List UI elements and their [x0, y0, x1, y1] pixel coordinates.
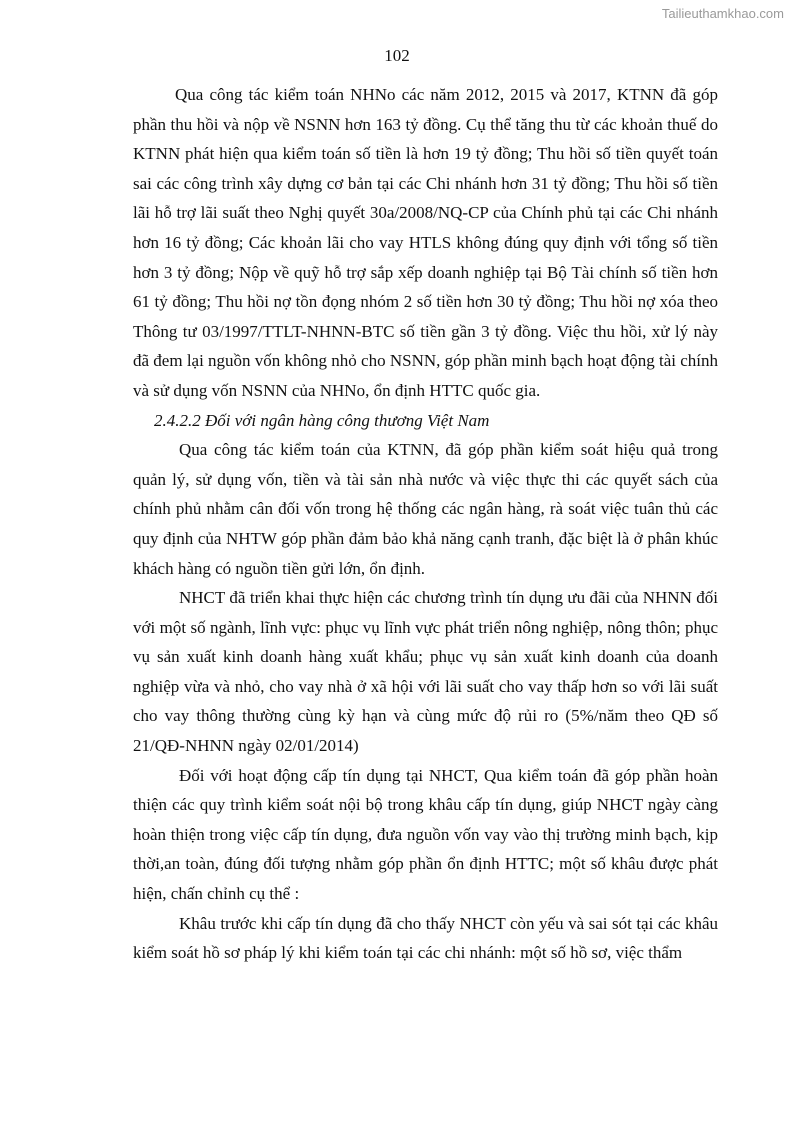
- section-heading: [133, 406, 718, 436]
- page-number: 102: [384, 46, 410, 65]
- paragraph: Khâu trước khi cấp tín dụng đã cho thấy NHCT còn yếu và sai sót tại các khâu kiểm soát hồ sơ pháp lý khi kiểm toán tại các chi nhánh: một số hồ sơ, việc thẩm: [133, 913, 718, 963]
- paragraph: Đối với hoạt động cấp tín dụng tại NHCT, Qua kiểm toán đã góp phần hoàn thiện các quy trình kiểm soát nội bộ trong khâu cấp tín dụng, giúp NHCT ngày càng hoàn thiện trong việc cấp tín dụng, đưa nguồn vốn vay vào thị trường minh bạch, kịp thời,an toàn, đúng đối tượng nhằm góp phần ổn định HTTC; một số khâu được phát hiện, chấn chỉnh cụ thể :: [133, 765, 718, 904]
- document-body: [133, 80, 718, 968]
- paragraph: Qua công tác kiểm toán NHNo các năm 2012, 2015 và 2017, KTNN đã góp phần thu hồi và nộp về NSNN hơn 163 tỷ đồng. Cụ thể tăng thu từ các khoản thuế do KTNN phát hiện qua kiểm toán số tiền là hơn 19 tỷ đồng; Thu hồi số tiền quyết toán sai các công trình xây dựng cơ bản tại các Chi nhánh hơn 31 tỷ đồng; Thu hồi số tiền lãi hỗ trợ lãi suất theo Nghị quyết 30a/2008/NQ-CP của Chính phủ tại các Chi nhánh hơn 16 tỷ đồng; Các khoản lãi cho vay HTLS không đúng quy định với tổng số tiền hơn 3 tỷ đồng; Nộp về quỹ hỗ trợ sắp xếp doanh nghiệp tại Bộ Tài chính số tiền hơn 61 tỷ đồng; Thu hồi nợ tồn đọng nhóm 2 số tiền hơn 30 tỷ đồng; Thu hồi nợ xóa theo Thông tư 03/1997/TTLT-NHNN-BTC số tiền gần 3 tỷ đồng. Việc thu hồi, xử lý này đã đem lại nguồn vốn không nhỏ cho NSNN, góp phần minh bạch hoạt động tài chính và sử dụng vốn NSNN của NHNo, ổn định HTTC quốc gia.: [133, 85, 718, 400]
- paragraph: NHCT đã triển khai thực hiện các chương trình tín dụng ưu đãi của NHNN đối với một số ngành, lĩnh vực: phục vụ lĩnh vực phát triển nông nghiệp, nông thôn; phục vụ sản xuất kinh doanh hàng xuất khẩu; phục vụ sản xuất kinh doanh của doanh nghiệp vừa và nhỏ, cho vay nhà ở xã hội với lãi suất cho vay thấp hơn so với lãi suất cho vay thông thường cùng kỳ hạn và cùng mức độ rủi ro (5%/năm theo QĐ số 21/QĐ-NHNN ngày 02/01/2014): [133, 588, 718, 756]
- watermark: Tailieuthamkhao.com: [661, 6, 784, 21]
- section-number: 2.4.2.2: [154, 410, 201, 430]
- section-title: Đối với ngân hàng công thương Việt Nam: [205, 410, 490, 430]
- paragraph: Qua công tác kiểm toán của KTNN, đã góp phần kiểm soát hiệu quả trong quản lý, sử dụng vốn, tiền và tài sản nhà nước và việc thực thi các quyết sách của chính phủ nhằm cân đối vốn trong hệ thống các ngân hàng, rà soát việc tuân thủ các quy định của NHTW góp phần đảm bảo khả năng cạnh tranh, đặc biệt là ở phân khúc khách hàng có nguồn tiền gửi lớn, ổn định.: [133, 440, 718, 578]
